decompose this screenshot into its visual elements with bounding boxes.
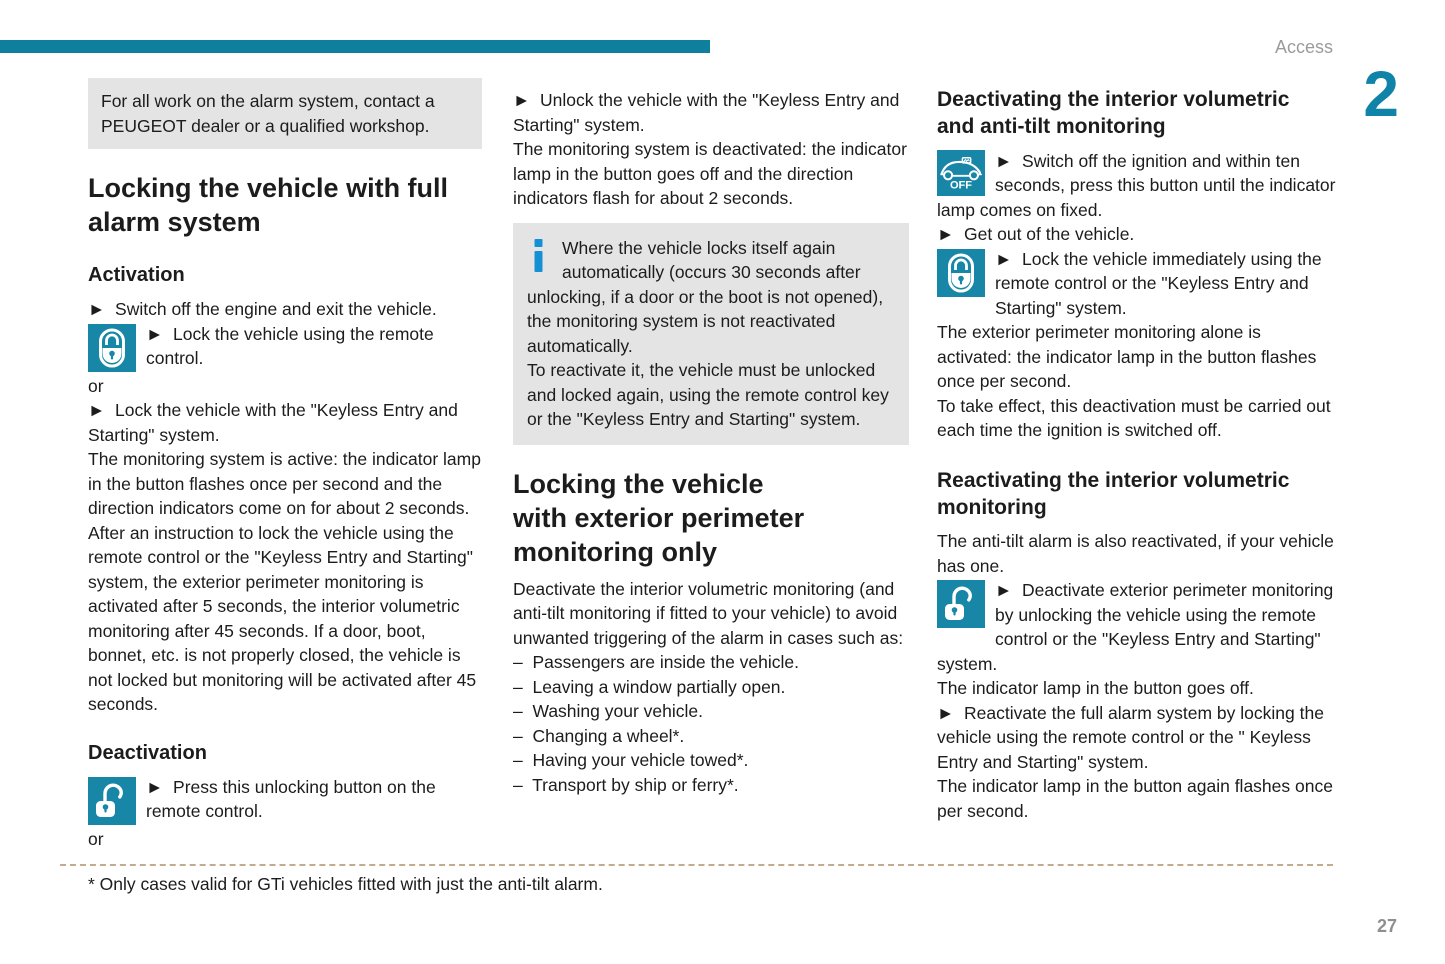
step-engine-off: ► Switch off the engine and exit the vehicle. bbox=[88, 299, 437, 320]
step-text: ► Switch off the ignition and within ten seconds, press this button until the indicator lamp comes on fixed. bbox=[937, 150, 1341, 220]
heading-line: and anti-tilt monitoring bbox=[937, 115, 1166, 139]
paragraph-monitoring-active: The monitoring system is active: the indicator lamp in the button flashes once per second and the direction indicators come on for about 2 seconds. bbox=[88, 449, 486, 519]
page-number: 27 bbox=[1376, 916, 1397, 936]
step-unlock-keyless: ► Unlock the vehicle with the "Keyless Entry and Starting" system. bbox=[513, 90, 905, 135]
column-right bbox=[937, 86, 1341, 823]
or-separator: or bbox=[88, 375, 104, 396]
lock-open-icon bbox=[937, 580, 985, 628]
step-get-out: ► Get out of the vehicle. bbox=[937, 224, 1135, 245]
lock-closed-icon bbox=[88, 324, 136, 372]
section-heading-full-alarm bbox=[88, 171, 482, 239]
heading-line: Reactivating the interior volumetric bbox=[937, 468, 1290, 492]
paragraph-lamp-goes-off: The indicator lamp in the button goes off. bbox=[937, 678, 1254, 699]
heading-line: Locking the vehicle bbox=[513, 468, 764, 499]
heading-line: alarm system bbox=[88, 207, 261, 238]
chapter-number: 2 bbox=[1363, 58, 1399, 130]
lock-closed-icon bbox=[937, 249, 985, 297]
step-text: ► Lock the vehicle using the remote control. bbox=[146, 323, 439, 369]
subsection-heading-deactivating bbox=[937, 86, 1337, 141]
step-lock-remote bbox=[88, 322, 482, 374]
step-ignition-off bbox=[937, 149, 1341, 223]
cases-list bbox=[513, 650, 909, 797]
step-text: ► Lock the vehicle immediately using the remote control or the "Keyless Entry and Starting" system. bbox=[995, 248, 1327, 318]
heading-line: Deactivating the interior volumetric bbox=[937, 88, 1290, 111]
step-deactivate-exterior bbox=[937, 578, 1337, 676]
info-box bbox=[513, 223, 909, 445]
step-lock-immediately bbox=[937, 247, 1337, 321]
list-item: – Having your vehicle towed*. bbox=[513, 750, 749, 771]
paragraph-monitoring-deactivated: The monitoring system is deactivated: the indicator lamp in the button goes off and the direction indicators flash for about 2 seconds. bbox=[513, 139, 912, 208]
heading-line: monitoring only bbox=[513, 536, 717, 567]
step-text: ► Press this unlocking button on the remote control. bbox=[146, 776, 441, 822]
car-icon-off-label: OFF bbox=[949, 179, 973, 192]
list-item: – Leaving a window partially open. bbox=[513, 676, 786, 697]
step-lock-keyless: ► Lock the vehicle with the "Keyless Entry and Starting" system. bbox=[88, 400, 463, 445]
column-middle bbox=[513, 88, 912, 797]
info-icon bbox=[531, 239, 546, 272]
paragraph-intro-cases: Deactivate the interior volumetric monitoring (and anti-tilt monitoring if fitted to your vehicle) to avoid unwanted triggering of the alarm in cases such as: bbox=[513, 578, 904, 648]
step-reactivate-full: ► Reactivate the full alarm system by locking the vehicle using the remote control or the " Keyless Entry and Starting" system. bbox=[937, 702, 1329, 772]
paragraph-lamp-flashes-again: The indicator lamp in the button again flashes once per second. bbox=[937, 776, 1338, 821]
footnote-divider bbox=[60, 864, 1333, 866]
subheading-activation: Activation bbox=[88, 264, 185, 287]
info-paragraph: To reactivate it, the vehicle must be unlocked and locked again, using the remote control key or the "Keyless Entry and Starting" system. bbox=[527, 360, 894, 429]
car-off-icon bbox=[937, 150, 985, 196]
footnote: * Only cases valid for GTi vehicles fitted with just the anti-tilt alarm. bbox=[88, 874, 603, 894]
section-heading-exterior-perimeter bbox=[513, 467, 909, 569]
step-unlock-button bbox=[88, 775, 482, 827]
column-left bbox=[88, 78, 486, 851]
paragraph-anti-tilt: The anti-tilt alarm is also reactivated, if your vehicle has one. bbox=[937, 531, 1339, 576]
subheading-deactivation: Deactivation bbox=[88, 741, 207, 764]
list-item: – Washing your vehicle. bbox=[513, 701, 703, 722]
paragraph-after-instruction: After an instruction to lock the vehicle using the remote control or the "Keyless Entry and Starting" system, the exterior perimeter monitoring is activated after 5 seconds, the interior volumetric monitoring after 45 seconds. If a door, boot, bonnet, etc. is not properly closed, the vehicle is not locked but monitoring will be activated after 45 seconds. bbox=[88, 522, 482, 715]
notice-box: For all work on the alarm system, contact a PEUGEOT dealer or a qualified workshop. bbox=[88, 78, 482, 149]
heading-line: monitoring bbox=[937, 495, 1047, 519]
chapter-accent-bar bbox=[0, 40, 710, 53]
info-paragraph: Where the vehicle locks itself again automatically (occurs 30 seconds after unlocking, if a door or the boot is not opened), the monitoring system is not reactivated automatically. bbox=[527, 237, 888, 356]
list-item: – Passengers are inside the vehicle. bbox=[513, 652, 799, 673]
lock-open-icon bbox=[88, 777, 136, 825]
chapter-title: Access bbox=[1274, 37, 1333, 57]
heading-line: Locking the vehicle with full bbox=[88, 173, 449, 203]
heading-line: with exterior perimeter bbox=[513, 502, 805, 533]
paragraph-exterior-alone: The exterior perimeter monitoring alone is activated: the indicator lamp in the button flashes once per second. bbox=[937, 322, 1322, 392]
list-item: – Transport by ship or ferry*. bbox=[513, 774, 739, 795]
step-text: ► Deactivate exterior perimeter monitoring by unlocking the vehicle using the remote control or the "Keyless Entry and Starting" system. bbox=[937, 580, 1339, 674]
paragraph-take-effect: To take effect, this deactivation must be carried out each time the ignition is switched off. bbox=[937, 395, 1336, 441]
or-separator: or bbox=[88, 828, 104, 849]
list-item: – Changing a wheel*. bbox=[513, 725, 685, 746]
subsection-heading-reactivating bbox=[937, 467, 1337, 522]
